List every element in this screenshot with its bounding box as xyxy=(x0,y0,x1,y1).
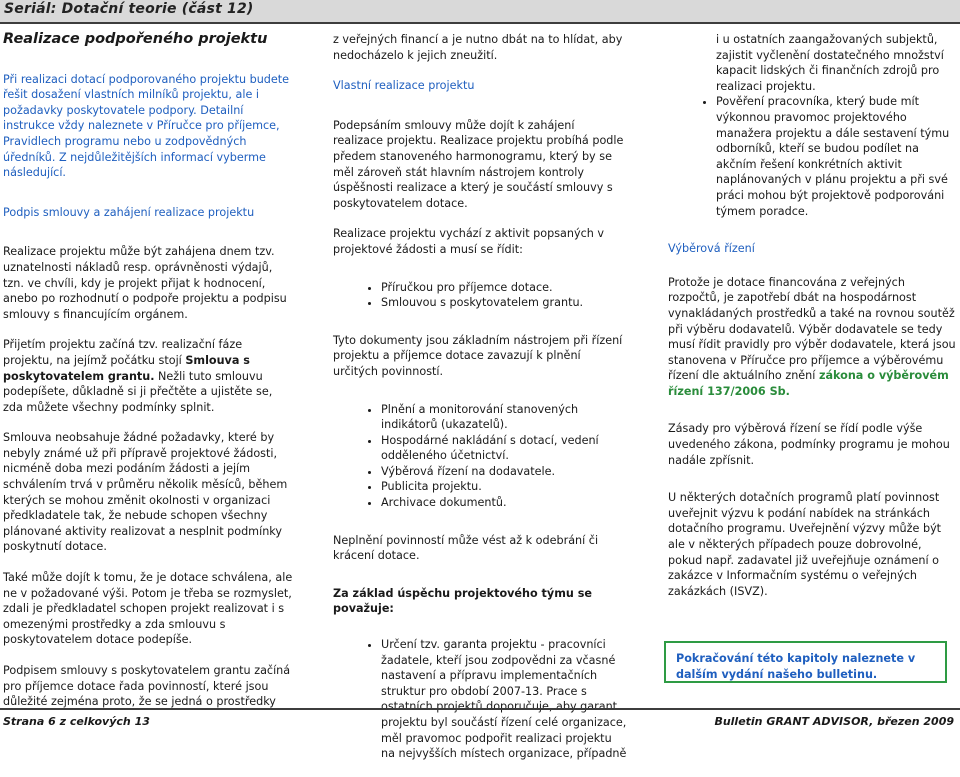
subheading-tenders: Výběrová řízení xyxy=(668,242,755,256)
list-item: • Smlouvou s poskytovatelem grantu. xyxy=(381,295,628,311)
list-item: • Hospodárné nakládání s dotací, vedení odděleného účetnictví. xyxy=(381,433,628,464)
text-run: Nežli tuto smlouvu podepíšete, důkladně si ji přečtěte a ujistěte se, zda můžete všechny podmínky splnit. xyxy=(3,369,273,414)
footer-bulletin-name: Bulletin GRANT ADVISOR, březen 2009 xyxy=(714,715,954,728)
paragraph: Podepsáním smlouvy může dojít k zahájení realizace projektu. Realizace projektu probíhá podle předem stanoveného harmonogramu, který by se měl zároveň stát hlavním nástrojem kontroly úspěšnosti realizace a který je součástí smlouvy s poskytovatelem dotace. xyxy=(333,118,624,210)
paragraph: Zásady pro výběrová řízení se řídí podle výše uvedeného zákona, podmínky programu je mohou nadále zpřísnit. xyxy=(668,422,950,467)
subheading-realization: Vlastní realizace projektu xyxy=(333,79,475,93)
paragraph: z veřejných financí a je nutno dbát na to hlídat, aby nedocházelo k jejich zneužití. xyxy=(333,33,623,62)
paragraph: U některých dotačních programů platí povinnost uveřejnit výzvu k podání nabídek na stránkách dotačního programu. Uveřejnění výzvy může být ale v některých případech pouze dobrovolné, pokud např. zadavatel již uveřejňuje oznámení o zakázce v Informačním systému o veřejných zakázkách (ISVZ). xyxy=(668,491,942,598)
section-title: Realizace podpořeného projektu xyxy=(3,31,268,47)
continuation-note-box: Pokračování této kapitoly naleznete v dalším vydání našeho bulletinu. xyxy=(664,641,947,683)
text-run-bold: Smlouva s poskytovatelem grantu. xyxy=(3,353,250,383)
bullet-list xyxy=(333,280,628,311)
list-item: • Plnění a monitorování stanovených indikátorů (ukazatelů). xyxy=(381,402,628,433)
list-item: • Pověření pracovníka, který bude mít výkonnou pravomoc projektového manažera projektu a dále sestavení týmu odborníků, kteří se budou podílet na akčním řešení konkrétních aktivit naplánovaných v plánu projektu a při své práci mohou být projektově podporováni týmem poradce. xyxy=(716,94,958,219)
paragraph: Podpisem smlouvy s poskytovatelem grantu začíná pro příjemce dotace řada povinností, které jsou důležité zejména proto, že se jedná o prostředky xyxy=(3,664,291,709)
text-run: Přijetím projektu začíná tzv. realizační fáze projektu, na jejímž počátku stojí xyxy=(3,338,243,367)
page-title: Seriál: Dotační teorie (část 12) xyxy=(4,1,254,17)
list-item: • Určení tzv. garanta projektu - pracovníci žadatele, kteří jsou zodpovědni za včasné nastavení a přípravu implementačních struktur pro období 2007-13. Prace s ostatních projektů doporučuje, aby garant projektu byl součástí řízení celé organizace, měl pravomoc podpořit realizaci projektu na nejvyšších místech organizace, případně xyxy=(381,637,628,762)
text-run-highlight: zákona o výběrovém řízení 137/2006 Sb. xyxy=(668,369,949,398)
subheading-contract: Podpis smlouvy a zahájení realizace projektu xyxy=(3,205,255,219)
paragraph: Tyto dokumenty jsou základním nástrojem při řízení projektu a příjemce dotace zavazují k plnění určitých povinností. xyxy=(333,333,623,378)
paragraph xyxy=(3,337,295,415)
column-2 xyxy=(333,32,628,777)
column-1 xyxy=(3,32,295,725)
paragraph: Smlouva neobsahuje žádné požadavky, které by nebyly známé už při přípravě projektové žádosti, nicméně doba mezi podáním žádosti a jejím schválením trvá v průměru několik měsíců, během kterých se mohou změnit okolnosti v organizaci předkladatele tak, že nebude schopen všechny plánované aktivity realizovat a nesplnit podmínky poskytnutí dotace. xyxy=(3,431,288,554)
paragraph: Neplnění povinností může vést až k odebrání či krácení dotace. xyxy=(333,533,599,563)
bullet-list xyxy=(668,94,958,219)
bullet-list xyxy=(333,402,628,511)
lead-paragraph: Při realizaci dotací podporovaného projektu budete řešit dosažení vlastních milníků projektu, ale i požadavky poskytovatele podpory. Detailní instrukce vždy naleznete v Příručce pro příjemce, Pravidlech programu nebo u zodpovědných úředníků. Z nejdůležitějších informací vyberme následující. xyxy=(3,72,290,180)
paragraph-bold: Za základ úspěchu projektového týmu se považuje: xyxy=(333,586,592,616)
paragraph xyxy=(668,275,958,400)
list-item: • Publicita projektu. xyxy=(381,479,628,495)
list-item: • Výběrová řízení na dodavatele. xyxy=(381,464,628,480)
footer-divider xyxy=(0,708,960,710)
paragraph: Realizace projektu může být zahájena dnem tzv. uznatelnosti nákladů resp. oprávněnosti výdajů, tzn. ve chvíli, kdy je projekt přijat k hodnocení, anebo po rozhodnutí o podpoře projektu a podpisu smlouvy s financujícím orgánem. xyxy=(3,245,287,321)
footer-page-number: Strana 6 z celkových 13 xyxy=(3,715,150,728)
text-run: Protože je dotace financována z veřejných rozpočtů, je zapotřebí dbát na hospodárnost vynakládaných prostředků a také na rovnou soutěž při výběru dodavatelů. Výběr dodavatele se tedy musí řídit pravidly pro výběr dodavatele, která jsou stanovena v Příručce pro příjemce a výběrovému řízení dle aktuálního znění xyxy=(668,275,956,383)
list-item: • Archivace dokumentů. xyxy=(381,495,628,511)
bullet-list xyxy=(333,637,628,762)
header-band xyxy=(0,0,960,24)
paragraph: Také může dojít k tomu, že je dotace schválena, ale ne v požadované výši. Potom je třeba se rozmyslet, zdali je předkladatel schopen projekt realizovat i s omezenými prostředky a zda smlouvu s poskytovatelem dotace podepíše. xyxy=(3,571,293,647)
list-item: • Příručkou pro příjemce dotace. xyxy=(381,280,628,296)
column-3 xyxy=(668,32,958,614)
continued-text: i u ostatních zaangažovaných subjektů, zajistit vyčlenění dostatečného množství kapacit lidských či finančních zdrojů pro realizaci projektu. xyxy=(716,33,944,93)
paragraph: Realizace projektu vychází z aktivit popsaných v projektové žádosti a musí se řídit: xyxy=(333,227,605,256)
